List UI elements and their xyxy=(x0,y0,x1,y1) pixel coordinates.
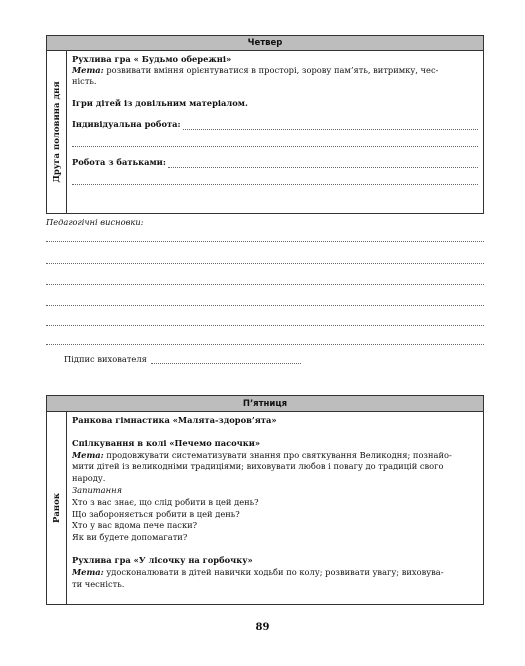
parents-fill-line xyxy=(72,174,478,185)
question-item: Хто у вас вдома пече паски? xyxy=(72,520,198,531)
circle-title: Спілкування в колі «Печемо пасочки» xyxy=(72,437,261,448)
goal-line-cont: ти чесність. xyxy=(72,578,125,589)
friday-content xyxy=(67,412,483,604)
games-line: Ігри дітей із довільним матеріалом. xyxy=(72,97,248,108)
question-item: Як ви будете допомагати? xyxy=(72,532,188,543)
friday-game-title: Рухлива гра «У лісочку на горбочку» xyxy=(72,554,253,565)
conclusions-line xyxy=(46,325,484,326)
thursday-header: Четвер xyxy=(47,36,483,51)
goal-line: Мета: продовжувати систематизувати знання про святкування Великодня; познайо- xyxy=(72,449,452,460)
individual-fill-line xyxy=(72,136,478,147)
goal-line-cont: ність. xyxy=(72,76,97,87)
questions-label: Запитання xyxy=(72,484,123,495)
afternoon-side-label: Друга половина дня xyxy=(47,51,67,213)
gymnastics-line: Ранкова гімнастика «Малята-здоров’ята» xyxy=(72,415,277,425)
conclusions-label: Педагогічні висновки: xyxy=(46,217,144,227)
conclusions-line xyxy=(46,241,484,242)
goal-line: Мета: розвивати вміння орієнтуватися в просторі, зорову пам’ять, витримку, чес- xyxy=(72,65,439,76)
goal-line-cont: народу. xyxy=(72,473,106,484)
page-number: 89 xyxy=(255,622,270,633)
conclusions-line xyxy=(46,305,484,306)
goal-line-cont: мити дітей із великодніми традиціями; виховувати любов і повагу до традицій свого xyxy=(72,461,444,472)
individual-work-field: Індивідуальна робота: xyxy=(72,119,478,130)
signature-field: Підпис вихователя xyxy=(64,354,301,364)
friday-table xyxy=(46,395,484,605)
question-item: Що забороняється робити в цей день? xyxy=(72,508,240,519)
morning-side-label: Ранок xyxy=(47,412,67,604)
goal-line: Мета: удосконалювати в дітей навички ходьби по колу; розвивати увагу; виховува- xyxy=(72,566,444,577)
conclusions-line xyxy=(46,284,484,285)
conclusions-line xyxy=(46,344,484,345)
thursday-table xyxy=(46,35,484,214)
game-title: Рухлива гра « Будьмо обережні» xyxy=(72,54,232,64)
conclusions-line xyxy=(46,263,484,264)
thursday-content xyxy=(67,51,483,213)
parents-work-field: Робота з батьками: xyxy=(72,157,478,168)
question-item: Хто з вас знає, що слід робити в цей день? xyxy=(72,496,259,507)
friday-header: П’ятниця xyxy=(47,396,483,412)
